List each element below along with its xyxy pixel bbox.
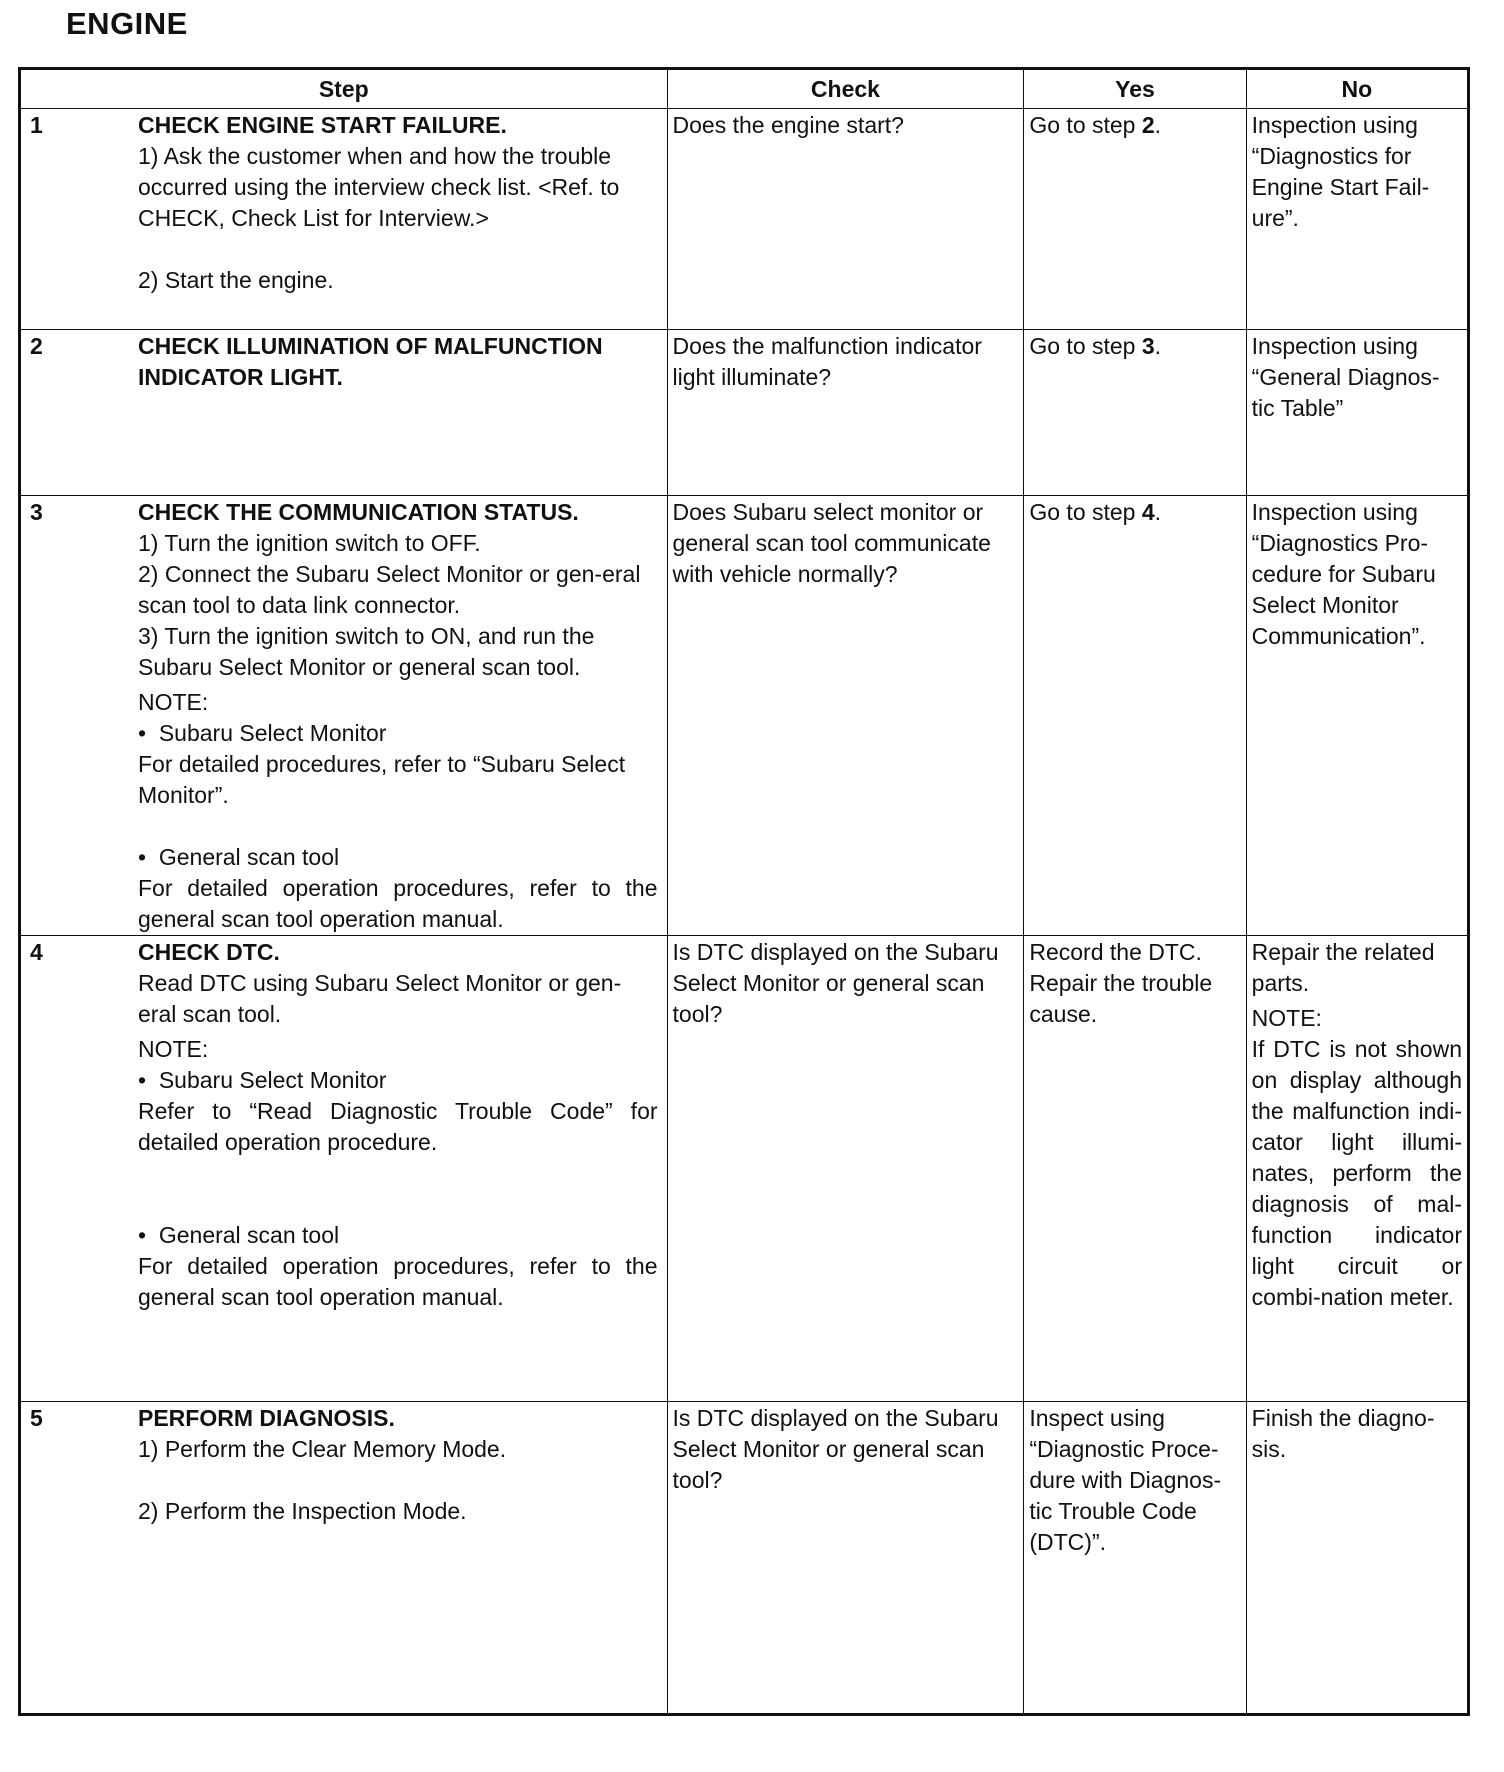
step-line: For detailed procedures, refer to “Subaru Select Monitor”. xyxy=(138,751,626,808)
step-line: 3) Turn the ignition switch to ON, and run the Subaru Select Monitor or general scan tool. xyxy=(138,623,595,680)
step-line: Refer to “Read Diagnostic Trouble Code” for detailed operation procedure. xyxy=(138,1098,658,1155)
yes-step-ref: 2 xyxy=(1141,112,1155,138)
header-check: Check xyxy=(667,69,1024,109)
check-cell: Does Subaru select monitor or general scan tool communicate with vehicle normally? xyxy=(667,496,1024,936)
step-line: 2) Start the engine. xyxy=(138,267,334,293)
no-cell: Inspection using “Diagnostics for Engine Start Fail-ure”. xyxy=(1246,109,1468,330)
yes-suffix: . xyxy=(1154,333,1162,359)
step-title: CHECK ILLUMINATION OF MALFUNCTION INDICATOR LIGHT. xyxy=(138,333,603,390)
yes-cell: Inspect using “Diagnostic Proce-dure with Diagnos-tic Trouble Code (DTC)”. xyxy=(1024,1402,1246,1715)
note-label: NOTE: xyxy=(138,1036,209,1062)
step-number: 4 xyxy=(30,939,43,965)
step-title: CHECK ENGINE START FAILURE. xyxy=(138,112,507,138)
table-row xyxy=(20,936,1469,1402)
step-number: 1 xyxy=(30,112,43,138)
step-line: 2) Connect the Subaru Select Monitor or gen-eral scan tool to data link connector. xyxy=(138,561,641,618)
check-cell: Does the malfunction indicator light illuminate? xyxy=(667,330,1024,496)
step-cell xyxy=(20,1402,668,1715)
step-title: PERFORM DIAGNOSIS. xyxy=(138,1405,395,1431)
yes-suffix: . xyxy=(1154,112,1162,138)
check-cell: Is DTC displayed on the Subaru Select Monitor or general scan tool? xyxy=(667,1402,1024,1715)
step-cell xyxy=(20,936,668,1402)
step-title: CHECK THE COMMUNICATION STATUS. xyxy=(138,499,579,525)
no-cell: Inspection using “Diagnostics Pro-cedure for Subaru Select Monitor Communication”. xyxy=(1246,496,1468,936)
step-line: For detailed operation procedures, refer to the general scan tool operation manual. xyxy=(138,1253,658,1310)
table-row xyxy=(20,330,1469,496)
step-line: 1) Ask the customer when and how the trouble occurred using the interview check list. <Ref. to CHECK, Check List for Interview.> xyxy=(138,143,620,231)
header-no: No xyxy=(1246,69,1468,109)
bullet-item: • Subaru Select Monitor xyxy=(138,1065,658,1096)
yes-cell xyxy=(1024,496,1246,936)
step-body xyxy=(138,497,662,935)
step-body xyxy=(138,331,662,393)
step-cell xyxy=(20,109,668,330)
step-line: 2) Perform the Inspection Mode. xyxy=(138,1498,467,1524)
yes-step-ref: 4 xyxy=(1141,499,1155,525)
step-cell xyxy=(20,330,668,496)
check-cell: Does the engine start? xyxy=(667,109,1024,330)
yes-suffix: . xyxy=(1154,499,1162,525)
step-line: 1) Turn the ignition switch to OFF. xyxy=(138,530,481,556)
step-body xyxy=(138,937,662,1313)
table-row xyxy=(20,1402,1469,1715)
step-number: 2 xyxy=(30,333,43,359)
header-yes: Yes xyxy=(1024,69,1246,109)
no-cell xyxy=(1246,936,1468,1402)
bullet-item: • General scan tool xyxy=(138,1220,658,1251)
table-header-row xyxy=(20,69,1469,109)
step-number: 3 xyxy=(30,499,43,525)
step-body xyxy=(138,1403,662,1527)
diagnostic-table xyxy=(18,67,1470,1716)
no-text: Repair the related parts. xyxy=(1251,939,1435,996)
step-line: Read DTC using Subaru Select Monitor or gen-eral scan tool. xyxy=(138,970,622,1027)
yes-step-ref: 3 xyxy=(1141,333,1155,359)
table-row xyxy=(20,496,1469,936)
step-cell xyxy=(20,496,668,936)
step-line: For detailed operation procedures, refer to the general scan tool operation manual. xyxy=(138,875,658,932)
note-label: NOTE: xyxy=(1251,1005,1322,1031)
yes-cell xyxy=(1024,109,1246,330)
yes-text: Go to step xyxy=(1029,499,1142,525)
check-cell: Is DTC displayed on the Subaru Select Monitor or general scan tool? xyxy=(667,936,1024,1402)
bullet-item: • General scan tool xyxy=(138,842,658,873)
note-label: NOTE: xyxy=(138,689,209,715)
no-cell: Inspection using “General Diagnos-tic Table” xyxy=(1246,330,1468,496)
yes-text: Go to step xyxy=(1029,112,1142,138)
yes-cell xyxy=(1024,330,1246,496)
header-step: Step xyxy=(20,69,668,109)
step-line: 1) Perform the Clear Memory Mode. xyxy=(138,1436,507,1462)
yes-cell: Record the DTC. Repair the trouble cause. xyxy=(1024,936,1246,1402)
yes-text: Go to step xyxy=(1029,333,1142,359)
section-title: ENGINE xyxy=(66,6,188,41)
no-cell: Finish the diagno-sis. xyxy=(1246,1402,1468,1715)
step-title: CHECK DTC. xyxy=(138,939,280,965)
bullet-item: • Subaru Select Monitor xyxy=(138,718,658,749)
table-row xyxy=(20,109,1469,330)
step-body xyxy=(138,110,662,296)
step-number: 5 xyxy=(30,1405,43,1431)
no-note-text: If DTC is not shown on display although the malfunction indi-cator light illumi-nates, perform the diagnosis of mal-function indicator light circuit or combi-nation meter. xyxy=(1251,1036,1462,1310)
